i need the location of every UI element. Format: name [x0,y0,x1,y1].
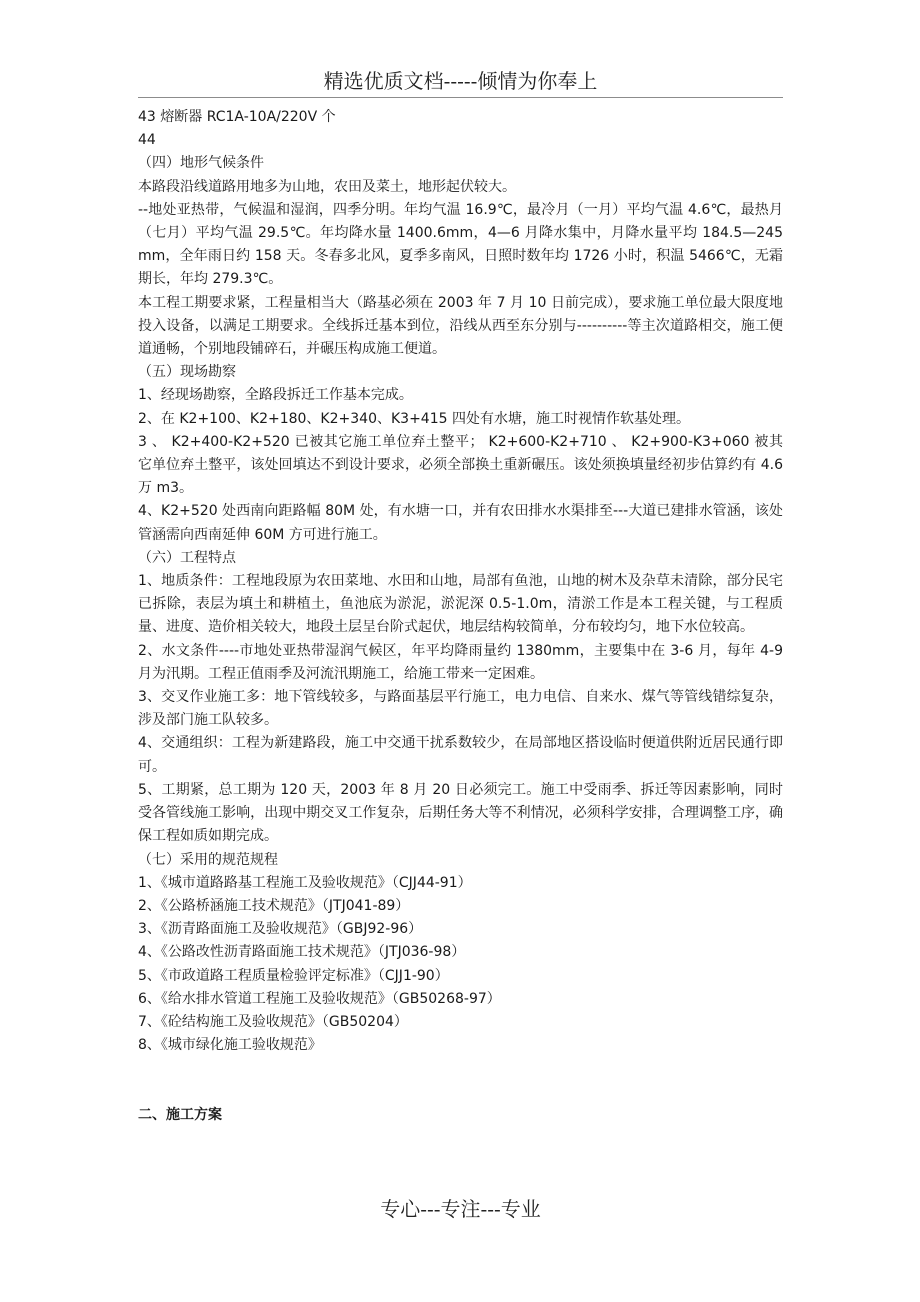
text-line-item-number: 44 [138,132,156,149]
standard-item-5: 5、《市政道路工程质量检验评定标准》（CJJ1-90） [138,967,449,984]
survey-item-2: 2、在 K2+100、K2+180、K2+340、K3+415 四处有水塘，施工时视情作软基处理。 [138,410,690,427]
page-header: 精选优质文档-----倾情为你奉上 [323,69,598,93]
standard-item-8: 8、《城市绿化施工验收规范》 [138,1037,322,1054]
survey-item-3: 3 、 K2+400-K2+520 已被其它施工单位弃土整平； K2+600-K2+710 、 K2+900-K3+060 被其它单位弃土整平，该处回填达不到设计要求，必须全部换土重新碾压。该处须换填量经初步估算约有 4.6 万 m3。 [138,433,783,497]
standard-item-2: 2、《公路桥涵施工技术规范》（JTJ041-89） [138,897,410,914]
feature-item-2: 2、水文条件----市地处亚热带湿润气候区，年平均降雨量约 1380mm，主要集中在 3-6 月，每年 4-9 月为汛期。工程正值雨季及河流汛期施工，给施工带来一定困难。 [138,642,783,682]
document-body [138,106,783,1127]
header-divider [138,97,783,98]
paragraph-schedule: 本工程工期要求紧，工程量相当大（路基必须在 2003 年 7 月 10 日前完成），要求施工单位最大限度地投入设备，以满足工期要求。全线拆迁基本到位，沿线从西至东分别与----------等主次道路相交，施工便道通畅，个别地段铺碎石，并碾压构成施工便道。 [138,294,783,358]
survey-item-4: 4、K2+520 处西南向距路幅 80M 处，有水塘一口，并有农田排水水渠排至---大道已建排水管涵，该处管涵需向西南延伸 60M 方可进行施工。 [138,503,783,543]
feature-item-1: 1、地质条件：工程地段原为农田菜地、水田和山地，局部有鱼池，山地的树木及杂草未清除，部分民宅已拆除，表层为填土和耕植土，鱼池底为淤泥，淤泥深 0.5-1.0m，清淤工作是本工程关键，与工程质量、进度、造价相关较大，地段土层呈台阶式起伏，地层结构较简单，分布较均匀，地下水位较高。 [138,573,783,636]
standard-item-3: 3、《沥青路面施工及验收规范》（GBJ92-96） [138,921,423,938]
section-heading-project-features: （六）工程特点 [138,549,236,566]
text-line-fuse-item: 43 熔断器 RC1A-10A/220V 个 [138,109,336,125]
page-footer: 专心---专注---专业 [380,1197,541,1221]
standard-item-7: 7、《砼结构施工及验收规范》（GB50204） [138,1013,408,1030]
blank-line [138,1057,783,1080]
chapter-heading-construction-plan: 二、施工方案 [138,1106,222,1123]
paragraph-terrain: 本路段沿线道路用地多为山地，农田及菜土，地形起伏较大。 [138,178,516,195]
feature-item-5: 5、工期紧，总工期为 120 天，2003 年 8 月 20 日必须完工。施工中受雨季、拆迁等因素影响，同时受各管线施工影响，出现中期交叉工作复杂，后期任务大等不利情况，必须科学安排，合理调整工序，确保工程如质如期完成。 [138,781,783,845]
standard-item-6: 6、《给水排水管道工程施工及验收规范》（GB50268-97） [138,990,501,1007]
section-heading-site-survey: （五）现场勘察 [138,364,236,381]
blank-line [138,1081,783,1104]
section-heading-terrain-climate: （四）地形气候条件 [138,155,264,172]
section-heading-standards: （七）采用的规范规程 [138,851,278,868]
standard-item-4: 4、《公路改性沥青路面施工技术规范》（JTJ036-98） [138,944,466,961]
feature-item-3: 3、交叉作业施工多：地下管线较多，与路面基层平行施工，电力电信、自来水、煤气等管线错综复杂，涉及部门施工队较多。 [138,689,783,729]
survey-item-1: 1、经现场勘察，全路段拆迁工作基本完成。 [138,387,413,404]
paragraph-climate: --地处亚热带，气候温和湿润，四季分明。年均气温 16.9℃，最冷月（一月）平均气温 4.6℃，最热月（七月）平均气温 29.5℃。年均降水量 1400.6mm，4—6 月降水集中，月降水量平均 184.5—245mm，全年雨日约 158 天。冬春多北风，夏季多南风，日照时数年均 1726 小时，积温 5466℃，无霜期长，年均 279.3℃。 [138,201,783,288]
feature-item-4: 4、交通组织：工程为新建路段，施工中交通干扰系数较少，在局部地区搭设临时便道供附近居民通行即可。 [138,735,783,775]
standard-item-1: 1、《城市道路路基工程施工及验收规范》（CJJ44-91） [138,874,472,891]
